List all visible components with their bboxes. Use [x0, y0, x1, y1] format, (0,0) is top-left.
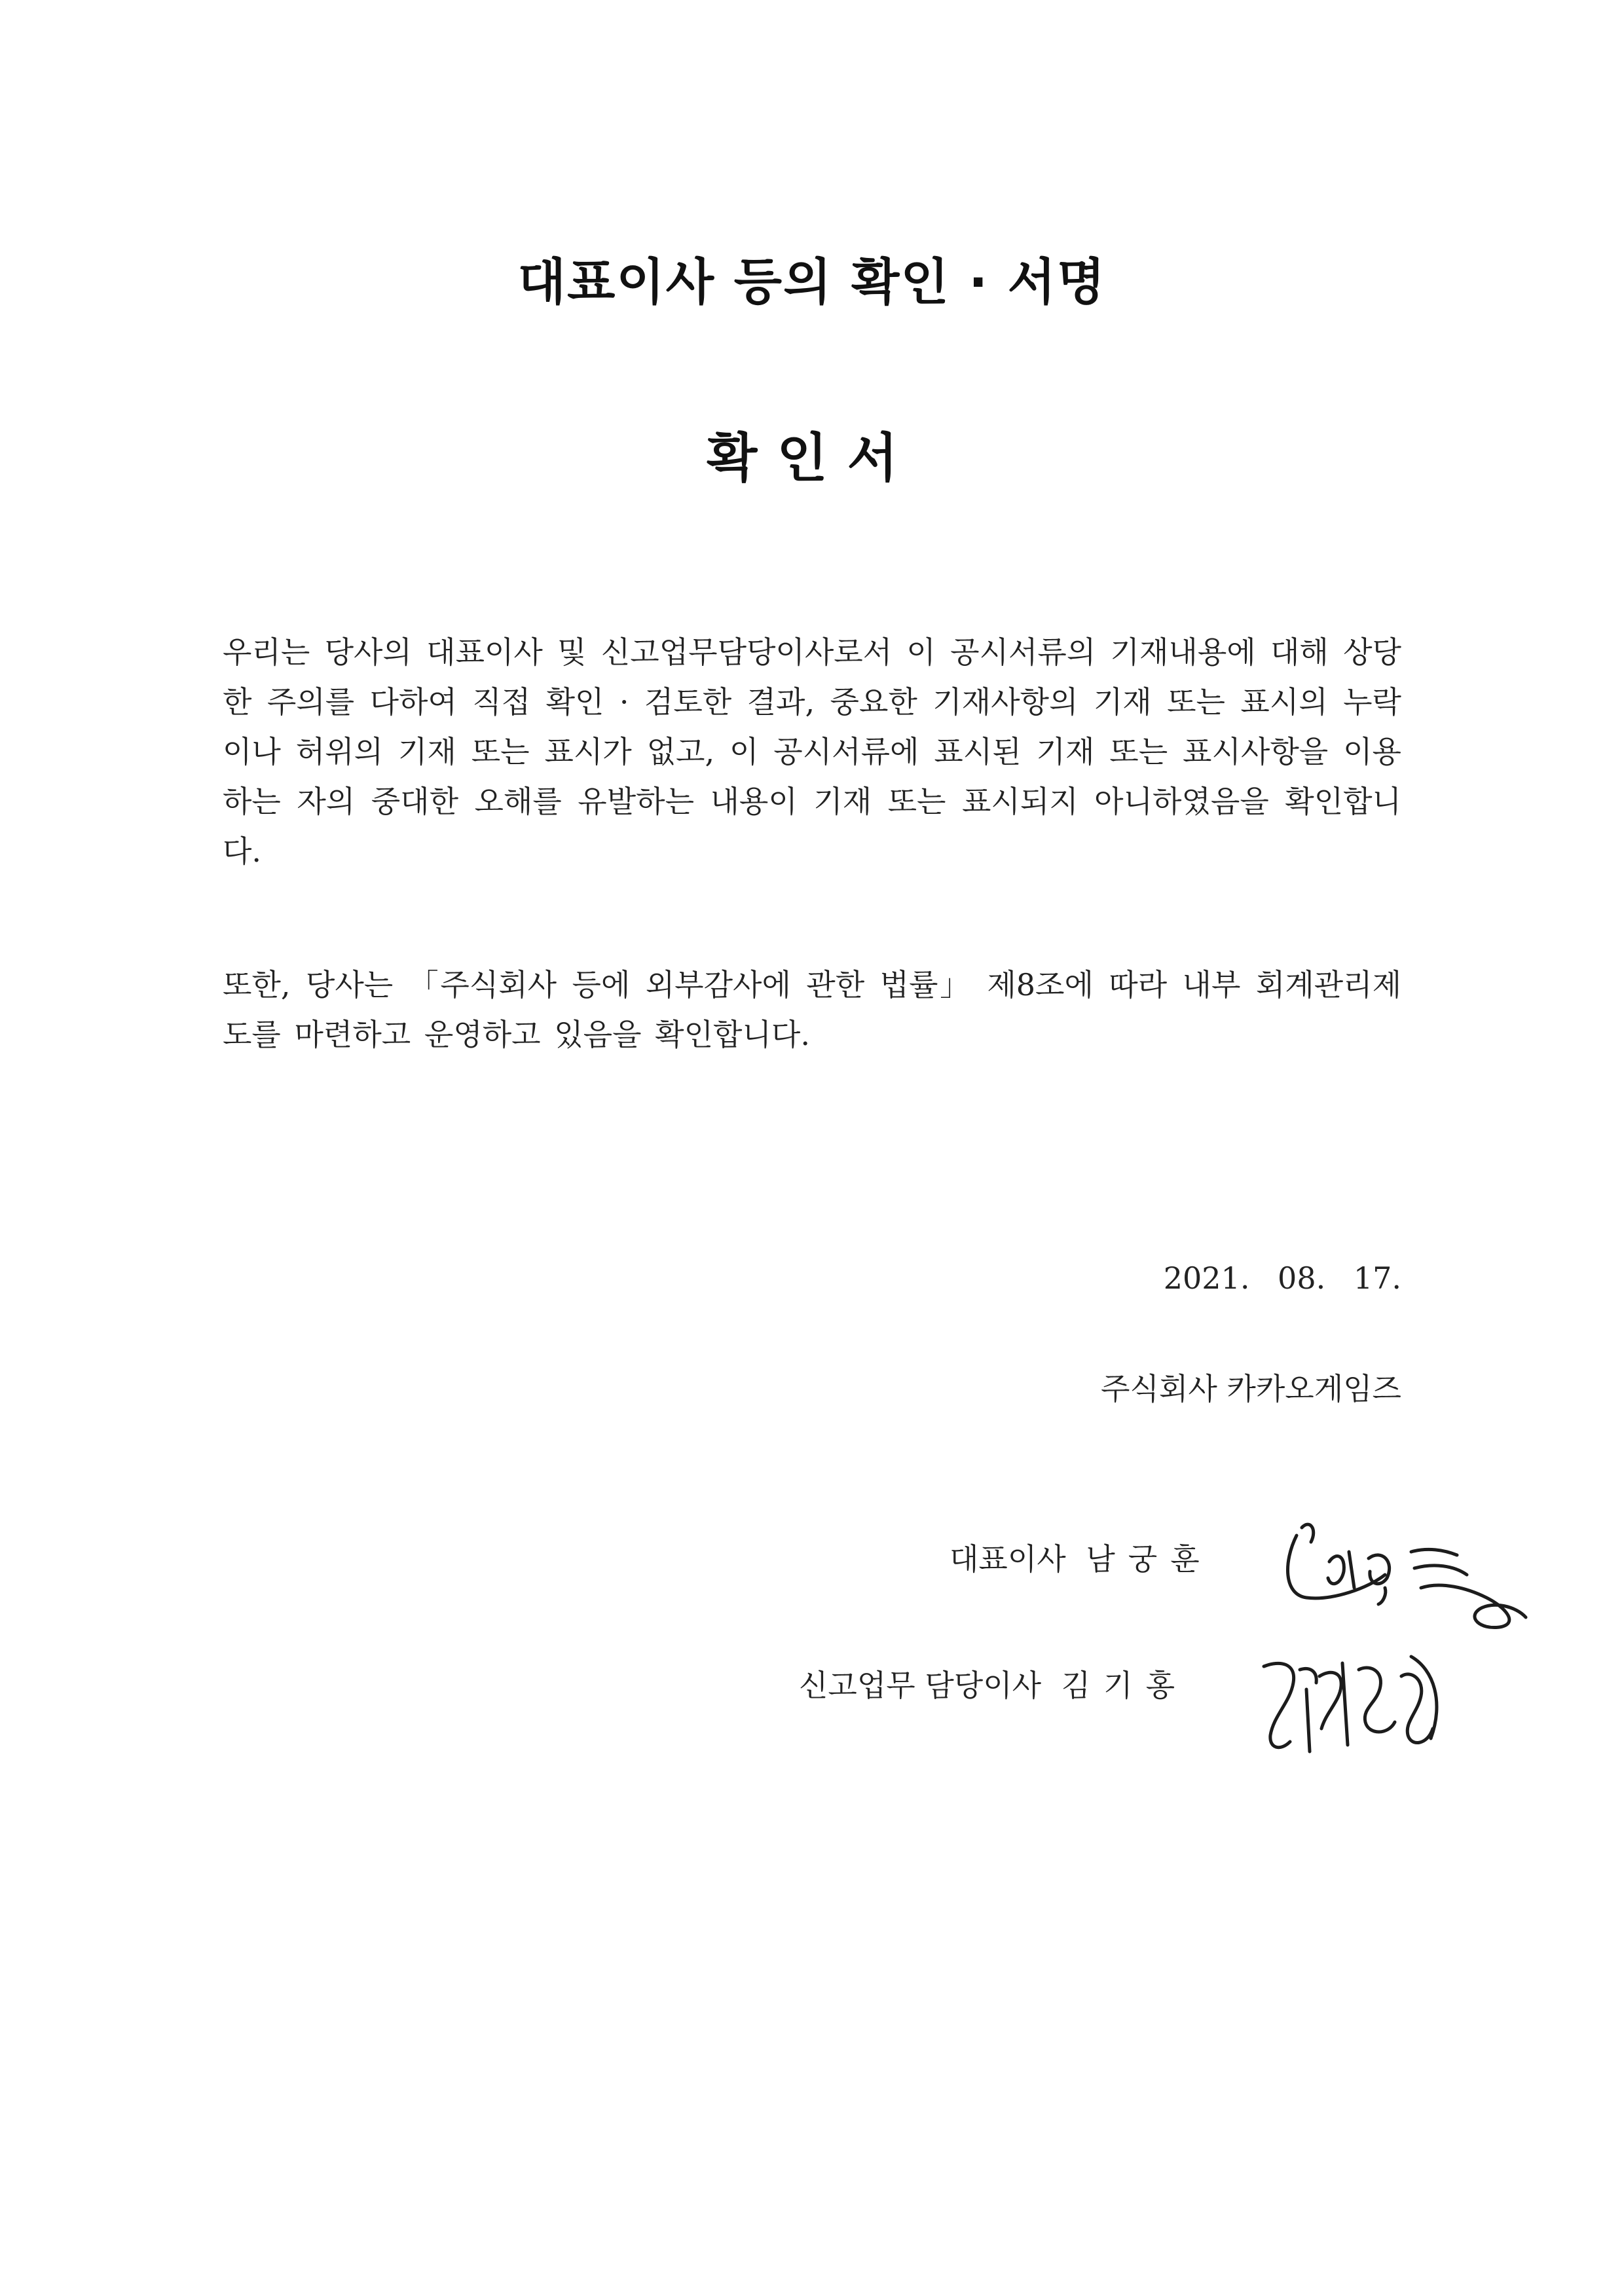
- internal-control-paragraph: 또한, 당사는 「주식회사 등에 외부감사에 관한 법률」 제8조에 따라 내부 회계관리제도를 마련하고 운영하고 있음을 확인합니다.: [223, 967, 1401, 1052]
- document-subtitle: 확인서: [707, 428, 917, 488]
- document-date: 2021. 08. 17.: [1163, 1260, 1401, 1296]
- signer-cfo: [799, 1662, 1188, 1705]
- cfo-signature: [1244, 1630, 1454, 1761]
- ceo-signature: [1270, 1490, 1532, 1640]
- document-title: 대표이사 등의 확인 · 서명: [517, 253, 1107, 311]
- signer-cfo-role: 신고업무 담당이사: [799, 1668, 1042, 1703]
- company-name: 주식회사 카카오게임즈: [1101, 1371, 1401, 1406]
- signer-ceo: [950, 1535, 1213, 1579]
- signer-cfo-name: 김기홍: [1061, 1668, 1189, 1703]
- confirmation-paragraph: 우리는 당사의 대표이사 및 신고업무담당이사로서 이 공시서류의 기재내용에 대해 상당한 주의를 다하여 직접 확인 · 검토한 결과, 중요한 기재사항의 기재 또는 표시의 누락이나 허위의 기재 또는 표시가 없고, 이 공시서류에 표시된 기재 또는 표시사항을 이용하는 자의 중대한 오해를 유발하는 내용이 기재 또는 표시되지 아니하였음을 확인합니다.: [223, 634, 1401, 869]
- signer-ceo-role: 대표이사: [950, 1541, 1066, 1577]
- signer-ceo-name: 남궁훈: [1086, 1541, 1213, 1577]
